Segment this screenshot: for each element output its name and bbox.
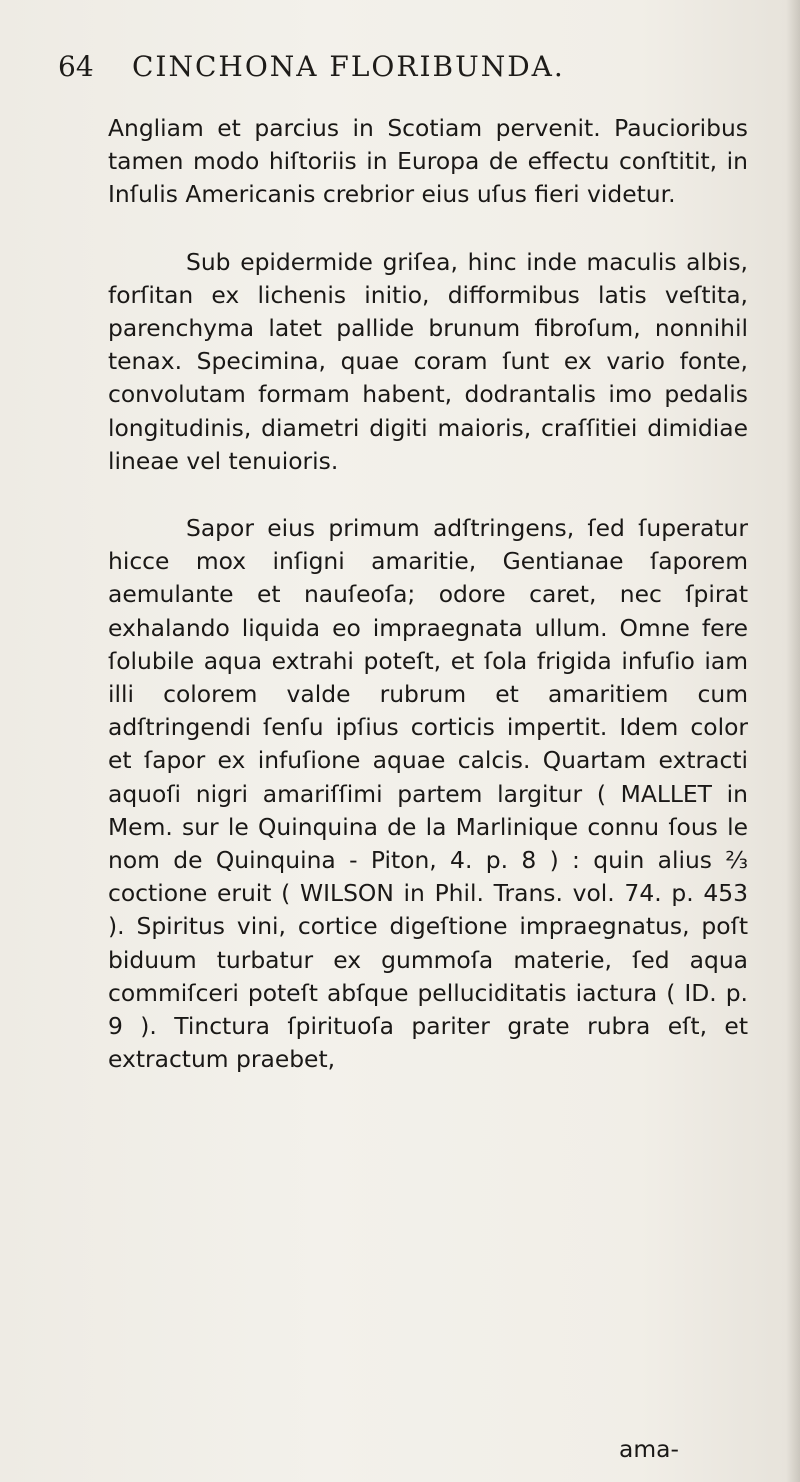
paragraph-3: Sapor eius primum adſtringens, ſed ſuperatur hicce mox inſigni amaritie, Gentianae ſaporem aemulante et nauſeoſa; odore caret, nec ſpirat exhalando liquida eo impraegnata ullum. Omne fere ſolubile aqua extrahi poteſt, et ſola frigida infuſio iam illi colorem valde rubrum et amaritiem cum adſtringendi ſenſu ipſius corticis impertit. Idem color et ſapor ex infuſione aquae calcis. Quartam extracti aquoſi nigri amariſſimi partem largitur ( MALLET in Mem. sur le Quinquina de la Marlinique connu ſous le nom de Quinquina - Piton, 4. p. 8 ) : quin alius ⅔ coctione eruit ( WILSON in Phil. Trans. vol. 74. p. 453 ). Spiritus vini, cortice digeſtione impraegnatus, poſt biduum turbatur ex gummoſa materie, ſed aqua commiſceri poteſt abſque pelluciditatis iactura ( ID. p. 9 ). Tinctura ſpirituoſa pariter grate rubra eſt, et extractum praebet, bbox=[108, 514, 748, 1074]
paragraph-1: Angliam et parcius in Scotiam pervenit. Paucioribus tamen modo hiſtoriis in Europa de effectu conſtitit, in Inſulis Americanis crebrior eius uſus fieri videtur. bbox=[108, 114, 748, 209]
page-number: 64 bbox=[58, 50, 94, 83]
paragraph-2: Sub epidermide griſea, hinc inde maculis albis, forſitan ex lichenis initio, difformibus latis veſtita, parenchyma latet pallide brunum fibroſum, nonnihil tenax. Specimina, quae coram ſunt ex vario fonte, convolutam formam habent, dodrantalis imo pedalis longitudinis, diametri digiti maioris, craſſitiei dimidiae lineae vel tenuioris. bbox=[108, 247, 748, 475]
body-text bbox=[108, 112, 748, 1076]
page-header bbox=[58, 50, 738, 90]
catchword: ama- bbox=[619, 1435, 679, 1463]
page-edge-shadow bbox=[786, 0, 800, 1482]
running-title: CINCHONA FLORIBUNDA. bbox=[132, 50, 565, 83]
